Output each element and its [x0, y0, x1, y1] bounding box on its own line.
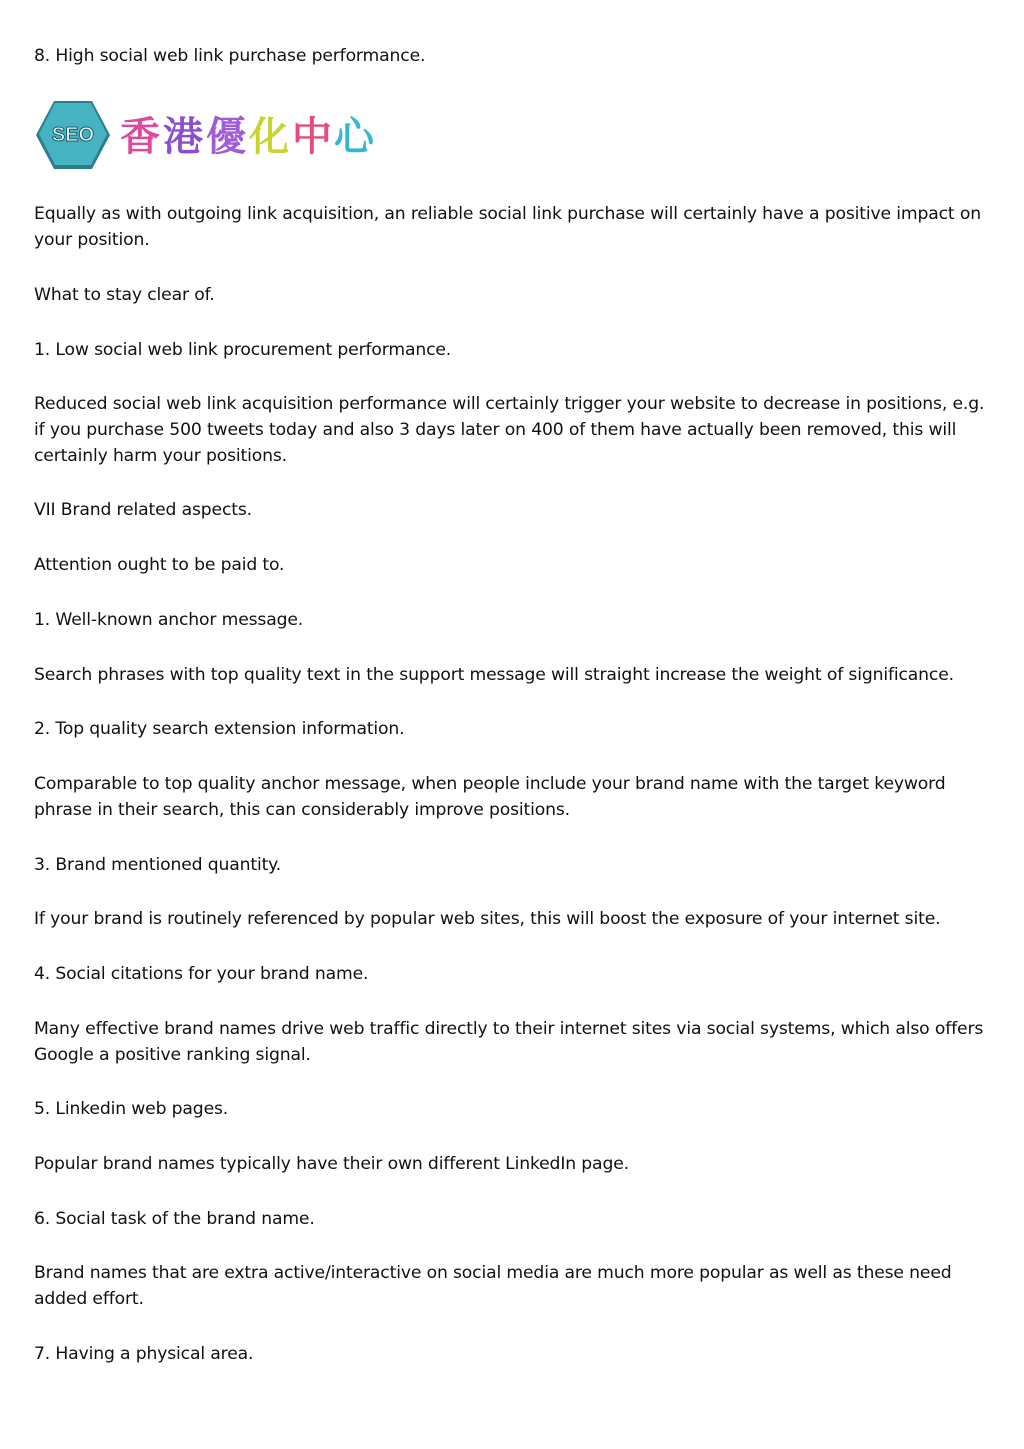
heading-physical-area: 7. Having a physical area.: [34, 1344, 254, 1364]
paragraph-effective-brands: Many effective brand names drive web traffic directly to their internet sites via social systems, which also offers Google a positive ranking signal.: [34, 1019, 984, 1065]
paragraph-search-phrases: Search phrases with top quality text in the support message will straight increase the weight of significance.: [34, 665, 954, 685]
logo-char-2: 港: [163, 114, 203, 160]
paragraph-reduced-social-link: Reduced social web link acquisition performance will certainly trigger your website to decrease in positions, e.g. if you purchase 500 tweets today and also 3 days later on 400 of them have actually been removed, this will certainly harm your positions.: [34, 394, 985, 466]
heading-brand-mentioned: 3. Brand mentioned quantity.: [34, 855, 282, 875]
heading-linkedin-pages: 5. Linkedin web pages.: [34, 1099, 229, 1119]
heading-high-social-link: 8. High social web link purchase performance.: [34, 46, 426, 66]
paragraph-outgoing-link: Equally as with outgoing link acquisition, an reliable social link purchase will certainly have a positive impact on your position.: [34, 204, 981, 250]
paragraph-comparable-anchor: Comparable to top quality anchor message, when people include your brand name with the target keyword phrase in their search, this can considerably improve positions.: [34, 774, 946, 820]
logo-char-1: 香: [120, 114, 160, 160]
logo-char-3: 優: [206, 114, 246, 160]
heading-attention: Attention ought to be paid to.: [34, 555, 285, 575]
logo-char-6: 心: [334, 114, 374, 160]
heading-low-social-link: 1. Low social web link procurement performance.: [34, 340, 452, 360]
seo-hong-kong-logo: [34, 96, 384, 174]
heading-social-citations: 4. Social citations for your brand name.: [34, 964, 369, 984]
paragraph-linkedin-page: Popular brand names typically have their own different LinkedIn page.: [34, 1154, 629, 1174]
logo-char-4: 化: [249, 114, 289, 160]
heading-what-to-avoid: What to stay clear of.: [34, 285, 215, 305]
heading-brand-aspects: VII Brand related aspects.: [34, 500, 252, 520]
paragraph-brand-referenced: If your brand is routinely referenced by popular web sites, this will boost the exposure of your internet site.: [34, 909, 941, 929]
heading-anchor-message: 1. Well-known anchor message.: [34, 610, 304, 630]
paragraph-active-brands: Brand names that are extra active/interactive on social media are much more popular as well as these need added effort.: [34, 1263, 952, 1309]
logo-badge-text: SEO: [51, 124, 95, 146]
heading-social-task: 6. Social task of the brand name.: [34, 1209, 315, 1229]
logo-char-5: 中: [292, 114, 332, 160]
heading-search-extension: 2. Top quality search extension information.: [34, 719, 405, 739]
